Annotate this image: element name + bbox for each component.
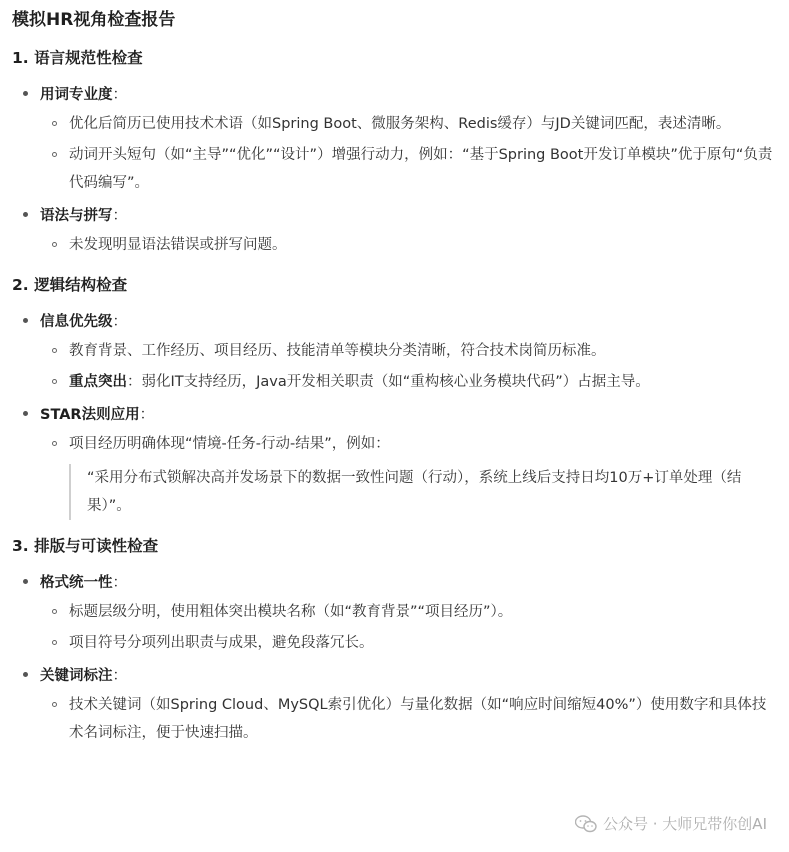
sublist-item-emphasis <box>40 368 777 396</box>
emphasis-text: ：弱化IT支持经历，Java开发相关职责（如“重构核心业务模块代码”）占据主导。 <box>127 374 650 390</box>
sublist <box>40 598 777 657</box>
sublist <box>40 231 777 259</box>
watermark-text: 公众号 · 大师兄带你创AI <box>603 815 767 833</box>
label-colon: ： <box>112 314 127 330</box>
sublist <box>40 430 777 458</box>
item-label-wording: 用词专业度 <box>40 87 113 103</box>
page-title: 模拟HR视角检查报告 <box>12 10 176 30</box>
sublist <box>40 691 777 747</box>
example-quote: “采用分布式锁解决高并发场景下的数据一致性问题（行动），系统上线后支持日均10万+订单处理（结果）”。 <box>69 464 777 520</box>
label-colon: ： <box>112 87 127 103</box>
list-item <box>12 568 777 657</box>
sublist-item: 教育背景、工作经历、项目经历、技能清单等模块分类清晰，符合技术岗简历标准。 <box>40 337 777 365</box>
label-colon: ： <box>139 407 155 423</box>
watermark <box>575 813 767 834</box>
sublist <box>40 337 777 396</box>
list-item <box>12 307 777 396</box>
item-label-priority: 信息优先级 <box>40 314 113 330</box>
sublist-item: 项目符号分项列出职责与成果，避免段落冗长。 <box>40 629 777 657</box>
sublist <box>40 110 777 197</box>
sublist-item: 项目经历明确体现“情境-任务-行动-结果”，例如： <box>40 430 777 458</box>
sublist-item: 技术关键词（如Spring Cloud、MySQL索引优化）与量化数据（如“响应时间缩短40%”）使用数字和具体技术名词标注，便于快速扫描。 <box>40 691 777 747</box>
wechat-icon <box>575 815 597 833</box>
item-label-keywords: 关键词标注 <box>40 668 113 684</box>
sublist-item: 优化后简历已使用技术术语（如Spring Boot、微服务架构、Redis缓存）与JD关键词匹配，表述清晰。 <box>40 110 777 138</box>
list-item <box>12 201 777 259</box>
document <box>12 6 777 761</box>
list-item <box>12 661 777 747</box>
sublist-item: 标题层级分明，使用粗体突出模块名称（如“教育背景”“项目经历”）。 <box>40 598 777 626</box>
section-heading-logic: 2. 逻辑结构检查 <box>12 276 128 294</box>
section-list-language <box>12 80 777 259</box>
sublist-item: 未发现明显语法错误或拼写问题。 <box>40 231 777 259</box>
list-item <box>12 400 777 520</box>
section-heading-layout: 3. 排版与可读性检查 <box>12 537 159 555</box>
sublist-item: 动词开头短句（如“主导”“优化”“设计”）增强行动力，例如：“基于Spring Boot开发订单模块”优于原句“负责代码编写”。 <box>40 141 777 197</box>
label-colon: ： <box>112 208 127 224</box>
label-colon: ： <box>112 575 127 591</box>
section-list-logic <box>12 307 777 520</box>
emphasis-label: 重点突出 <box>69 374 127 390</box>
item-label-grammar: 语法与拼写 <box>40 208 113 224</box>
item-label-format: 格式统一性 <box>40 575 113 591</box>
section-heading-language: 1. 语言规范性检查 <box>12 49 143 67</box>
item-label-star: STAR法则应用 <box>40 407 140 423</box>
label-colon: ： <box>112 668 127 684</box>
section-list-layout <box>12 568 777 747</box>
list-item <box>12 80 777 197</box>
